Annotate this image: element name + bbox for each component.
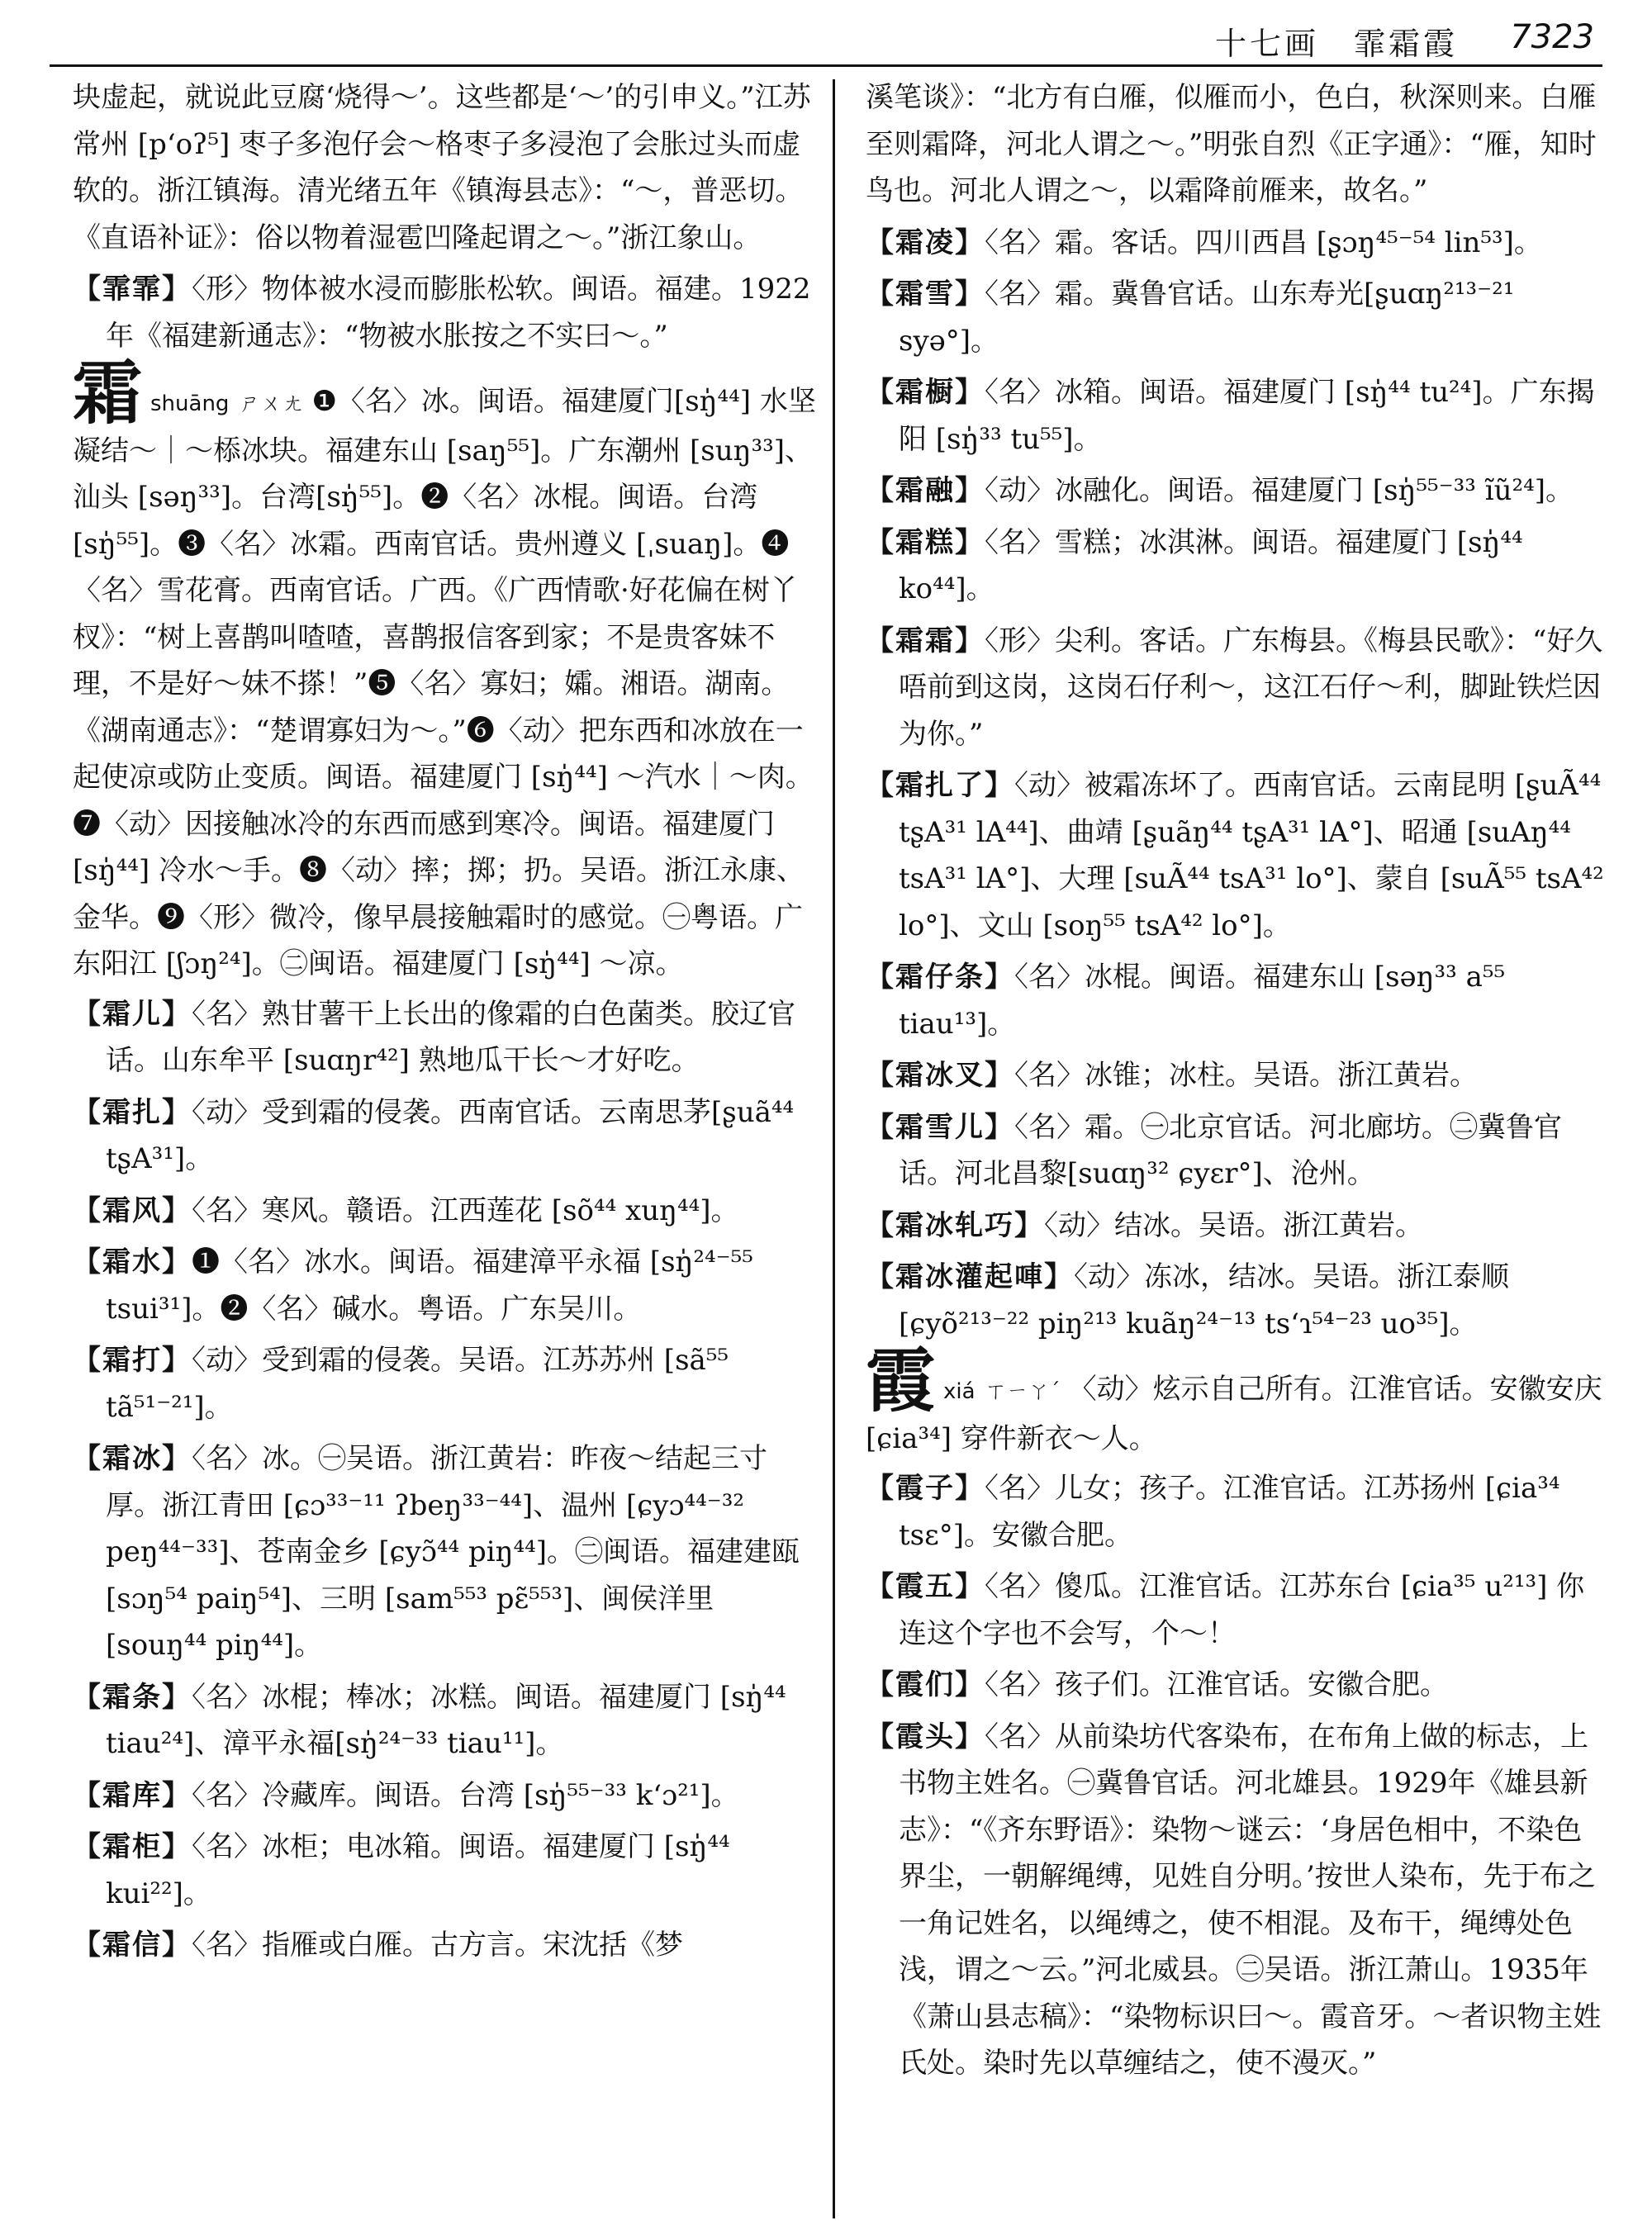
entry-headword: 【霜信】 bbox=[73, 1929, 192, 1962]
entry-headword: 【霜风】 bbox=[73, 1193, 192, 1227]
dictionary-entry bbox=[73, 1337, 816, 1431]
entry-headword: 【霞五】 bbox=[866, 1570, 985, 1603]
entry-headword: 【霞子】 bbox=[866, 1472, 985, 1505]
dictionary-entry bbox=[866, 271, 1609, 364]
entry-headword: 【霜橱】 bbox=[866, 376, 985, 409]
head-character: 霜 bbox=[73, 352, 143, 434]
entry-headword: 【霜仔条】 bbox=[866, 961, 1014, 994]
pinyin: xiá bbox=[943, 1379, 976, 1404]
entry-headword: 【霜儿】 bbox=[73, 997, 192, 1031]
left-column bbox=[73, 74, 816, 1974]
entry-headword: 【霜霜】 bbox=[866, 624, 985, 657]
entry-definition: 〈名〉霜。客话。四川西昌 [ʂɔŋ⁴⁵⁻⁵⁴ lin⁵³]。 bbox=[985, 225, 1542, 259]
dictionary-entry bbox=[866, 520, 1609, 613]
dictionary-entry bbox=[73, 1824, 816, 1917]
dictionary-entry bbox=[866, 369, 1609, 463]
dictionary-entry bbox=[866, 1104, 1609, 1198]
entry-headword: 【霜糕】 bbox=[866, 525, 985, 559]
dictionary-entry bbox=[73, 266, 816, 359]
entry-headword: 【霜扎】 bbox=[73, 1095, 192, 1129]
pinyin: shuāng bbox=[150, 391, 230, 416]
entry-headword: 【霜冰】 bbox=[73, 1442, 192, 1475]
dictionary-entry bbox=[866, 1563, 1609, 1657]
entry-headword: 【霜打】 bbox=[73, 1344, 192, 1377]
character-entry bbox=[866, 1340, 1609, 1462]
entry-definition: 〈名〉熟甘薯干上长出的像霜的白色菌类。胶辽官话。山东牟平 [suɑŋr⁴²] 熟地瓜干长～才好吃。 bbox=[106, 997, 795, 1077]
page-header bbox=[50, 17, 1602, 67]
chapter-title: 十七画 霏霜霞 bbox=[1214, 26, 1458, 62]
character-entry bbox=[73, 352, 816, 988]
entry-headword: 【霜冰叉】 bbox=[866, 1059, 1014, 1092]
entry-definition: 〈名〉从前染坊代客染布，在布角上做的标志，上书物主姓名。㊀冀鲁官话。河北雄县。1929年《雄县新志》：“《齐东野语》：染物～谜云：‘身居色相中，不染色界尘，一朝解绳缚，见姓自分明。’按世人染布，先于布之一角记姓名，以绳缚之，使不相混。及布干，绳缚处色浅，谓之～云。”河北威县。㊁吴语。浙江萧山。1935年《萧山县志稿》：“染物标识曰～。霞音牙。～者识物主姓氏处。染时先以草缠结之，使不漫灭。” bbox=[899, 1720, 1602, 2080]
entry-definition: 〈名〉冰棍。闽语。福建东山 [səŋ³³ a⁵⁵ tiau¹³]。 bbox=[899, 961, 1506, 1041]
entry-definition: 〈动〉冰融化。闽语。福建厦门 [sŋ̍⁵⁵⁻³³ ĩũ²⁴]。 bbox=[985, 474, 1574, 507]
entry-definition: 〈名〉霜。㊀北京官话。河北廊坊。㊁冀鲁官话。河北昌黎[suɑŋ³² ɕyɛr°]、沧州。 bbox=[899, 1110, 1562, 1190]
dictionary-entry bbox=[73, 1435, 816, 1669]
entry-definition: 〈动〉受到霜的侵袭。吴语。江苏苏州 [sã⁵⁵ tã⁵¹⁻²¹]。 bbox=[106, 1344, 729, 1424]
continued-text: 溪笔谈》：“北方有白雁，似雁而小，色白，秋深则来。白雁至则霜降，河北人谓之～。”明张自烈《正字通》：“雁，知时鸟也。河北人谓之～，以霜降前雁来，故名。” bbox=[866, 81, 1597, 207]
character-definition: ❶〈名〉冰。闽语。福建厦门[sŋ̍⁴⁴] 水坚凝结～｜～㮇冰块。福建东山 [saŋ⁵⁵]。广东潮州 [suŋ³³]、汕头 [səŋ³³]。台湾[sŋ̍⁵⁵]。❷〈名〉冰棍。闽语。台湾 [sŋ̍⁵⁵]。❸〈名〉冰霜。西南官话。贵州遵义 [ˌsuaŋ]。❹〈名〉雪花膏。西南官话。广西。《广西情歌·好花偏在树丫杈》：“树上喜鹊叫喳喳，喜鹊报信客到家；不是贵客妹不理，不是好～妹不搽！”❺〈名〉寡妇；孀。湘语。湖南。《湖南通志》：“楚谓寡妇为～。”❻〈动〉把东西和冰放在一起使凉或防止变质。闽语。福建厦门 [sŋ̍⁴⁴] ～汽水｜～肉。❼〈动〉因接触冰冷的东西而感到寒冷。闽语。福建厦门 [sŋ̍⁴⁴] 冷水～手。❽〈动〉摔；掷；扔。吴语。浙江永康、金华。❾〈形〉微冷，像早晨接触霜时的感觉。㊀粤语。广东阳江 [ʃɔŋ²⁴]。㊁闽语。福建厦门 [sŋ̍⁴⁴] ～凉。 bbox=[73, 385, 816, 980]
page-number: 7323 bbox=[1510, 18, 1594, 56]
dictionary-entry bbox=[866, 467, 1609, 515]
entry-headword: 【霏霏】 bbox=[73, 273, 192, 306]
entry-headword: 【霜条】 bbox=[73, 1680, 192, 1714]
entry-headword: 【霜库】 bbox=[73, 1778, 192, 1812]
entry-headword: 【霜冰灌起唓】 bbox=[866, 1260, 1074, 1293]
dictionary-entry bbox=[866, 954, 1609, 1047]
entry-headword: 【霜扎了】 bbox=[866, 769, 1014, 802]
dictionary-entry bbox=[73, 991, 816, 1084]
entry-headword: 【霜水】 bbox=[73, 1245, 192, 1279]
right-column bbox=[866, 74, 1609, 2092]
entry-definition: 〈名〉冰柜；电冰箱。闽语。福建厦门 [sŋ̍⁴⁴ kui²²]。 bbox=[106, 1830, 730, 1910]
dictionary-entry bbox=[73, 1089, 816, 1183]
dictionary-entry bbox=[866, 762, 1609, 949]
dictionary-entry bbox=[73, 1239, 816, 1332]
dictionary-entry bbox=[73, 1674, 816, 1767]
dictionary-entry bbox=[73, 1772, 816, 1820]
entry-definition: 〈名〉冰棍；棒冰；冰糕。闽语。福建厦门 [sŋ̍⁴⁴ tiau²⁴]、漳平永福[sŋ̍²⁴⁻³³ tiau¹¹]。 bbox=[106, 1680, 786, 1760]
entry-headword: 【霞们】 bbox=[866, 1668, 985, 1701]
dictionary-entry bbox=[73, 1188, 816, 1235]
entry-definition: 〈名〉指雁或白雁。古方言。宋沈括《梦 bbox=[192, 1929, 683, 1962]
entry-definition: 〈形〉物体被水浸而膨胀松软。闽语。福建。1922年《福建新通志》：“物被水胀按之不实曰～。” bbox=[106, 273, 811, 353]
dictionary-entry bbox=[866, 1052, 1609, 1099]
entry-definition: 〈名〉冰锥；冰柱。吴语。浙江黄岩。 bbox=[1014, 1059, 1478, 1092]
entry-definition: 〈名〉冷藏库。闽语。台湾 [sŋ̍⁵⁵⁻³³ k‘ɔ²¹]。 bbox=[192, 1778, 739, 1812]
dictionary-entry bbox=[866, 1465, 1609, 1559]
entry-definition: 〈动〉结冰。吴语。浙江黄岩。 bbox=[1044, 1208, 1423, 1242]
entry-headword: 【霜凌】 bbox=[866, 225, 985, 259]
head-character: 霞 bbox=[866, 1340, 936, 1421]
column-divider bbox=[833, 79, 835, 2218]
entry-headword: 【霜柜】 bbox=[73, 1830, 192, 1863]
entry-definition: 〈名〉雪糕；冰淇淋。闽语。福建厦门 [sŋ̍⁴⁴ ko⁴⁴]。 bbox=[899, 525, 1523, 605]
dictionary-entry bbox=[866, 1203, 1609, 1250]
entry-headword: 【霜雪】 bbox=[866, 278, 985, 311]
zhuyin: ㄒㄧㄚˊ bbox=[985, 1379, 1061, 1404]
entry-headword: 【霜融】 bbox=[866, 474, 985, 507]
zhuyin: ㄕㄨㄤ bbox=[239, 391, 304, 416]
entry-definition: 〈名〉寒风。赣语。江西莲花 [sõ⁴⁴ xuŋ⁴⁴]。 bbox=[192, 1193, 739, 1227]
entry-definition: 〈动〉冻冰，结冰。吴语。浙江泰顺 [ɕyõ²¹³⁻²² piŋ²¹³ kuãŋ²⁴⁻¹³ ts‘ɿ⁵⁴⁻²³ uo³⁵]。 bbox=[899, 1260, 1509, 1340]
entry-definition: 〈名〉孩子们。江淮官话。安徽合肥。 bbox=[985, 1668, 1448, 1701]
dictionary-entry bbox=[866, 1254, 1609, 1347]
character-definition: 〈动〉炫示自己所有。江淮官话。安徽安庆 [ɕia³⁴] 穿件新衣～人。 bbox=[866, 1373, 1602, 1455]
entry-definition: 〈动〉被霜冻坏了。西南官话。云南昆明 [ʂuÃ⁴⁴ tʂA³¹ lA⁴⁴]、曲靖 [ʂuãŋ⁴⁴ tʂA³¹ lA°]、昭通 [suAŋ⁴⁴ tsA³¹ lA°]、大理 [suÃ⁴⁴ tsA³¹ lo°]、蒙自 [suÃ⁵⁵ tsA⁴² lo°]、文山 [soŋ⁵⁵ tsA⁴² lo°]。 bbox=[899, 769, 1604, 942]
entry-definition: ❶〈名〉冰水。闽语。福建漳平永福 [sŋ̍²⁴⁻⁵⁵ tsui³¹]。❷〈名〉碱水。粤语。广东吴川。 bbox=[106, 1245, 753, 1326]
entry-definition: 〈动〉受到霜的侵袭。西南官话。云南思茅[ʂuã⁴⁴ tʂA³¹]。 bbox=[106, 1095, 795, 1175]
dictionary-entry bbox=[73, 1922, 816, 1969]
entry-definition: 〈名〉儿女；孩子。江淮官话。江苏扬州 [ɕia³⁴ tsɛ°]。安徽合肥。 bbox=[899, 1472, 1560, 1552]
entry-definition: 〈名〉冰箱。闽语。福建厦门 [sŋ̍⁴⁴ tu²⁴]。广东揭阳 [sŋ̍³³ tu⁵⁵]。 bbox=[899, 376, 1595, 456]
entry-headword: 【霜雪儿】 bbox=[866, 1110, 1014, 1144]
entry-definition: 〈形〉尖利。客话。广东梅县。《梅县民歌》：“好久唔前到这岗，这岗石仔利～，这江石仔～利，脚趾铁烂因为你。” bbox=[899, 624, 1603, 751]
entry-definition: 〈名〉霜。冀鲁官话。山东寿光[ʂuɑŋ²¹³⁻²¹ syə°]。 bbox=[899, 278, 1515, 358]
dictionary-entry bbox=[866, 1662, 1609, 1709]
continued-text: 块虚起，就说此豆腐‘烧得～’。这些都是‘～’的引申义。”江苏常州 [p‘oʔ⁵] 枣子多泡仔会～格枣子多浸泡了会胀过头而虚软的。浙江镇海。清光绪五年《镇海县志》：“～，普恶切。《直语补证》：俗以物着湿雹凹隆起谓之～。”浙江象山。 bbox=[73, 81, 811, 254]
entry-headword: 【霜冰轧巧】 bbox=[866, 1208, 1044, 1242]
dictionary-entry bbox=[866, 220, 1609, 267]
entry-definition: 〈名〉傻瓜。江淮官话。江苏东台 [ɕia³⁵ u²¹³] 你连这个字也不会写，个～！ bbox=[899, 1570, 1585, 1650]
dictionary-entry bbox=[866, 618, 1609, 758]
dictionary-entry bbox=[866, 1714, 1609, 2087]
entry-headword: 【霞头】 bbox=[866, 1720, 985, 1753]
entry-definition: 〈名〉冰。㊀吴语。浙江黄岩：昨夜～结起三寸厚。浙江青田 [ɕɔ³³⁻¹¹ ʔbeŋ³³⁻⁴⁴]、温州 [ɕyɔ⁴⁴⁻³² peŋ⁴⁴⁻³³]、苍南金乡 [ɕyɔ̃⁴⁴ piŋ⁴⁴]。㊁闽语。福建建瓯 [sɔŋ⁵⁴ paiŋ⁵⁴]、三明 [sam⁵⁵³ pɛ̃⁵⁵³]、闽侯洋里 [souŋ⁴⁴ piŋ⁴⁴]。 bbox=[106, 1442, 800, 1662]
